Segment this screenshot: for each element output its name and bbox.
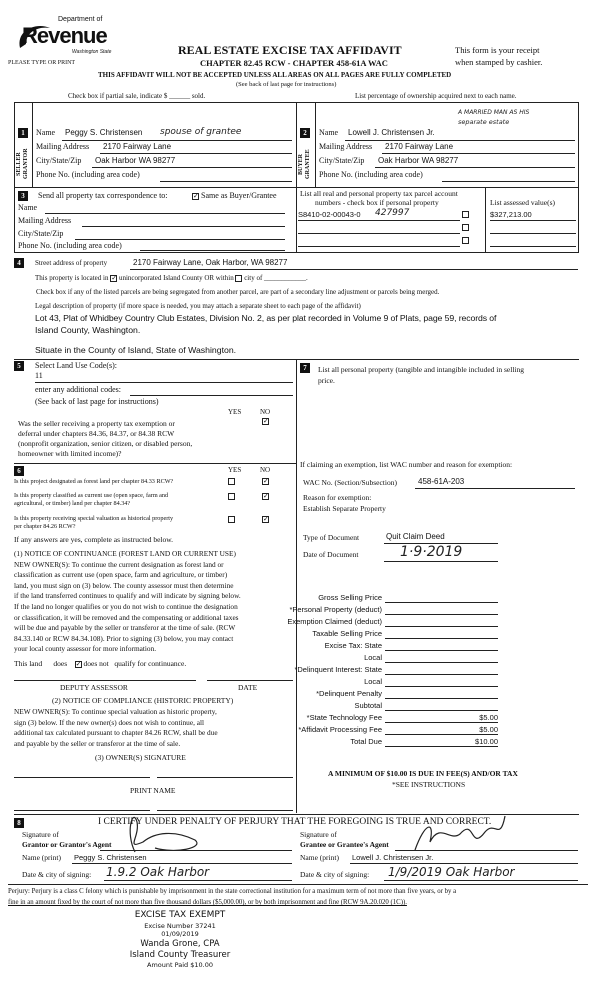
buyer-mail-label: Mailing Address — [319, 142, 373, 151]
does-label: does — [53, 659, 68, 668]
stamp-date: 01/09/2019 — [161, 930, 199, 938]
located-label: This property is located in — [35, 274, 109, 282]
buyer-name[interactable]: Lowell J. Christensen Jr. — [348, 128, 435, 137]
logo-top-text: Department of — [58, 16, 103, 23]
fee-value[interactable] — [385, 616, 498, 627]
please-type: PLEASE TYPE OR PRINT — [8, 60, 76, 66]
section-7-number: 7 — [300, 363, 310, 373]
fee-value[interactable] — [385, 628, 498, 639]
qualify-label: qualify for continuance. — [114, 659, 187, 668]
seller-mail-label: Mailing Address — [36, 142, 90, 151]
section-3-number: 3 — [18, 191, 28, 201]
buyer-phone-label: Phone No. (including area code) — [319, 170, 423, 179]
fee-label: *Personal Property (deduct) — [289, 605, 382, 614]
notice-of-continuance — [14, 549, 241, 655]
fee-label: Subtotal — [354, 701, 382, 710]
land-use-label: Select Land Use Code(s): — [35, 361, 117, 370]
fee-label: Exemption Claimed (deduct) — [287, 617, 382, 626]
street-address[interactable]: 2170 Fairway Lane, Oak Harbor, WA 98277 — [133, 258, 288, 267]
warning-text: THIS AFFIDAVIT WILL NOT BE ACCEPTED UNLESS ALL AREAS ON ALL PAGES ARE FULLY COMPLETED — [98, 71, 452, 79]
doc-date-label: Date of Document — [303, 550, 359, 559]
notice-line: NEW OWNER(S): To continue the current designation as forest land or — [14, 559, 224, 569]
additional-codes-label: enter any additional codes: — [35, 385, 121, 394]
seller-phone-label: Phone No. (including area code) — [36, 170, 140, 179]
section-1-number: 1 — [18, 128, 28, 138]
segregated-note: Check box if any of the listed parcels are being segregated from another parcel, are part of a secondary line adjustment or parcels being merged. — [36, 288, 440, 296]
same-as-buyer-checkbox[interactable]: ✓ — [193, 191, 199, 200]
grantor-signature[interactable] — [115, 812, 215, 854]
grantor-name-label: Name (print) — [22, 853, 61, 862]
legal-label: Legal description of property (if more space is needed, you may attach a separate sheet to each page of the affidavit) — [35, 302, 361, 310]
wac-label: WAC No. (Section/Subsection) — [303, 478, 397, 487]
grantee-date-label: Date & city of signing: — [300, 870, 370, 879]
same-as-buyer-label: Same as Buyer/Grantee — [201, 191, 277, 200]
seller-grantor-label: SELLER GRANTOR — [16, 148, 29, 180]
historic-yes-checkbox[interactable] — [228, 516, 235, 523]
current-use-no-checkbox[interactable]: ✓ — [263, 492, 269, 500]
fee-value[interactable]: $5.00 — [385, 724, 498, 735]
see-back-note: (See back of last page for instructions) — [236, 81, 337, 88]
unincorporated-checkbox[interactable]: ✓ — [111, 273, 118, 282]
notice-line: If the land no longer qualifies or you do not wish to continue the designation — [14, 601, 238, 611]
grantor-date-city[interactable]: 1.9.2 Oak Harbor — [106, 865, 210, 879]
grantor-agent-label: Grantor or Grantor's Agent — [22, 840, 112, 849]
notice-line: will be due and payable by the seller or transferor at the time of sale. (RCW — [14, 623, 236, 633]
see-instructions-note: *SEE INSTRUCTIONS — [392, 780, 466, 789]
owner-signature-label: (3) OWNER(S) SIGNATURE — [95, 753, 186, 762]
notice-line: sign (3) below. If the new owner(s) does not wish to continue, all — [14, 717, 205, 727]
buyer-city[interactable]: Oak Harbor WA 98277 — [378, 156, 459, 165]
legal-description-2: Island County, Washington. — [35, 325, 141, 335]
fee-value[interactable]: $5.00 — [385, 712, 498, 723]
fee-value[interactable] — [385, 664, 498, 675]
q-line: homeowner with limited income)? — [18, 449, 122, 458]
notice-line: (1) NOTICE OF CONTINUANCE (FOREST LAND OR CURRENT USE) — [14, 549, 236, 558]
ownership-note: List percentage of ownership acquired next to each name. — [355, 92, 517, 100]
stamp-office: Island County Treasurer — [129, 950, 231, 960]
notice-of-compliance — [14, 707, 218, 749]
no-header: NO — [260, 408, 271, 416]
personal-property-label: List all personal property (tangible and intangible included in selling — [318, 365, 524, 374]
fee-label: *Delinquent Penalty — [316, 689, 382, 698]
fee-value[interactable] — [385, 640, 498, 651]
grantee-signature[interactable] — [405, 812, 515, 854]
fee-label: Total Due — [350, 737, 382, 746]
q-line: (nonprofit organization, senior citizen, or disabled person, — [18, 439, 193, 448]
section-8-number: 8 — [14, 818, 24, 828]
fee-label: Gross Selling Price — [318, 593, 382, 602]
notice-line: or classification, it will be removed and the compensating or additional taxes — [14, 612, 239, 622]
partial-sale-note: Check box if partial sale, indicate $ ______ sold. — [68, 92, 206, 100]
does-not-checkbox[interactable]: ✓ — [75, 659, 82, 668]
grantor-sig-label: Signature of — [22, 830, 59, 839]
perjury-notice: Perjury: Perjury is a class C felony which is punishable by imprisonment in the state correctional institution for a maximum term of not more than five years, or by a — [8, 888, 457, 895]
q-line: Is this property classified as current use (open space, farm and — [14, 492, 169, 499]
notice-line: and payable by the seller or transferor at the time of sale. — [14, 738, 181, 748]
notice-of-compliance-title: (2) NOTICE OF COMPLIANCE (HISTORIC PROPERTY) — [52, 696, 234, 705]
stamp-title: EXCISE TAX EXEMPT — [134, 910, 226, 920]
receipt-note: This form is your receipt — [455, 45, 540, 55]
notice-line: 84.33.140 or RCW 84.34.108). Prior to signing (3) below, you may contact — [14, 633, 234, 643]
legal-description-1: Lot 43, Plat of Whidbey Country Club Estates, Division No. 2, as per plat recorded in Volume 9 of Plats, page 59, records of — [35, 313, 497, 323]
corr-name-label: Name — [18, 203, 38, 212]
legal-description-3: Situate in the County of Island, State of Washington. — [35, 345, 237, 355]
receipt-note-2: when stamped by cashier. — [455, 57, 543, 67]
fee-label: Local — [364, 677, 382, 686]
no-header-6: NO — [260, 466, 271, 474]
parcel-number[interactable]: S8410-02-00043-0 — [298, 210, 361, 219]
exemption-reason[interactable]: Establish Separate Property — [303, 504, 386, 513]
does-not-label: does not — [83, 659, 109, 668]
if-yes-note: If any answers are yes, complete as instructed below. — [14, 535, 174, 544]
stamp-excise-number: Excise Number 37241 — [144, 922, 216, 930]
current-use-question — [14, 492, 168, 508]
seller-mail[interactable]: 2170 Fairway Lane — [103, 142, 172, 151]
notice-line: NEW OWNER(S): To continue special valuation as historic property, — [14, 707, 217, 716]
forest-no-checkbox[interactable]: ✓ — [263, 477, 269, 485]
section-5-number: 5 — [14, 361, 24, 371]
corr-phone-label: Phone No. (including area code) — [18, 241, 122, 250]
notice-line: your local county assessor for more information. — [14, 644, 157, 654]
fee-value[interactable]: $10.00 — [385, 736, 498, 747]
buyer-name-label: Name — [319, 128, 339, 137]
fee-value[interactable] — [385, 592, 498, 603]
forest-land-question: Is this project designated as forest land per chapter 84.33 RCW? — [14, 478, 174, 485]
notice-line: if the land transferred continues to qualify and will indicate by signing below. — [14, 591, 241, 601]
fee-value[interactable] — [385, 676, 498, 687]
doc-type-label: Type of Document — [303, 533, 360, 542]
fee-label: *State Technology Fee — [306, 713, 382, 722]
assessor-date-label: DATE — [238, 683, 258, 692]
personal-property-checkbox-2[interactable] — [462, 224, 469, 231]
print-name-label: PRINT NAME — [130, 786, 176, 795]
logo-sub-text: Washington State — [72, 49, 112, 55]
notice-line: additional tax calculated pursuant to chapter 84.26 RCW, shall be due — [14, 728, 218, 738]
grantee-date-city[interactable]: 1/9/2019 Oak Harbor — [388, 865, 515, 879]
historic-no-checkbox[interactable]: ✓ — [263, 515, 269, 523]
land-use-instructions: (See back of last page for instructions) — [35, 397, 159, 406]
grantor-date-label: Date & city of signing: — [22, 870, 92, 879]
assessed-header: List assessed value(s) — [490, 198, 555, 207]
street-label: Street address of property — [35, 259, 108, 267]
fee-label: Local — [364, 653, 382, 662]
seller-city[interactable]: Oak Harbor WA 98277 — [95, 156, 176, 165]
historic-question — [14, 515, 173, 531]
seller-name[interactable]: Peggy S. Christensen — [65, 128, 143, 137]
send-correspondence-label: Send all property tax correspondence to: — [38, 191, 168, 200]
city-checkbox[interactable] — [235, 275, 242, 282]
reason-label: Reason for exemption: — [303, 493, 372, 502]
exemption-no-checkbox[interactable]: ✓ — [263, 417, 269, 425]
q-line: Is this property receiving special valuation as historical property — [14, 515, 174, 522]
q-line: agricultural, or timber) land per chapter 84.34? — [14, 500, 131, 507]
notice-line: land, you must sign on (3) below. The county assessor must then determine — [14, 580, 234, 590]
stamp-treasurer-name: Wanda Grone, CPA — [140, 939, 220, 949]
logo-main-text: Revenue — [22, 23, 107, 48]
grantor-print-name[interactable]: Peggy S. Christensen — [74, 853, 147, 862]
current-use-yes-checkbox[interactable] — [228, 493, 235, 500]
doc-date[interactable]: 1·9·2019 — [400, 544, 463, 560]
continuance-line — [14, 659, 186, 669]
stamp-amount-paid: Amount Paid $10.00 — [147, 961, 213, 969]
section-2-number: 2 — [300, 128, 310, 138]
seller-name-note: spouse of grantee — [160, 127, 242, 137]
personal-property-label-2: price. — [318, 376, 335, 385]
seller-city-label: City/State/Zip — [36, 156, 82, 165]
personal-property-checkbox-3[interactable] — [462, 237, 469, 244]
city-of-label: city of ____________. — [244, 274, 308, 282]
fee-label: Taxable Selling Price — [312, 629, 382, 638]
parcel-header: List all real and personal property tax parcel account — [300, 189, 458, 198]
fee-label: Excise Tax: State — [324, 641, 382, 650]
seller-exemption-question — [18, 419, 192, 459]
certify-statement: I CERTIFY UNDER PENALTY OF PERJURY THAT THE FOREGOING IS TRUE AND CORRECT. — [98, 817, 492, 827]
yes-header-6: YES — [228, 466, 242, 474]
section-6-number: 6 — [14, 466, 24, 476]
grantee-name-label: Name (print) — [300, 853, 339, 862]
corr-mail-label: Mailing Address — [18, 216, 72, 225]
buyer-grantee-label: BUYER GRANTEE — [298, 149, 311, 179]
q-line: Was the seller receiving a property tax exemption or — [18, 419, 175, 428]
form-title: REAL ESTATE EXCISE TAX AFFIDAVIT — [178, 43, 402, 57]
location-line — [35, 273, 308, 283]
fee-label: *Delinquent Interest: State — [294, 665, 382, 674]
minimum-due-note: A MINIMUM OF $10.00 IS DUE IN FEE(S) AND/OR TAX — [328, 769, 518, 778]
fee-value[interactable] — [385, 652, 498, 663]
q-line: per chapter 84.26 RCW? — [14, 523, 76, 530]
this-land-label: This land — [14, 659, 43, 668]
fee-value[interactable] — [385, 700, 498, 711]
grantee-print-name[interactable]: Lowell J. Christensen Jr. — [352, 853, 434, 862]
assessed-value[interactable]: $327,213.00 — [490, 210, 532, 219]
q-line: deferral under chapters 84.36, 84.37, or 84.38 RCW — [18, 429, 175, 438]
fee-value[interactable] — [385, 604, 498, 615]
corr-city-label: City/State/Zip — [18, 229, 64, 238]
fee-label: *Affidavit Processing Fee — [298, 725, 382, 734]
deputy-assessor-label: DEPUTY ASSESSOR — [60, 683, 128, 692]
buyer-name-note: A MARRIED MAN AS HIS — [458, 109, 530, 116]
perjury-notice-2: fine in an amount fixed by the court of not more than five thousand dollars ($5,000.00), or by both imprisonment and fine (RCW 9A.20.020 (1C)). — [8, 899, 407, 906]
form-subtitle: CHAPTER 82.45 RCW - CHAPTER 458-61A WAC — [200, 58, 388, 68]
unincorporated-label: unincorporated Island County OR within — [118, 274, 234, 282]
exemption-label: If claiming an exemption, list WAC number and reason for exemption: — [300, 460, 513, 469]
seller-name-label: Name — [36, 128, 56, 137]
section-4-number: 4 — [14, 258, 24, 268]
buyer-mail[interactable]: 2170 Fairway Lane — [385, 142, 454, 151]
buyer-city-label: City/State/Zip — [319, 156, 365, 165]
fee-value[interactable] — [385, 688, 498, 699]
personal-property-checkbox-1[interactable] — [462, 211, 469, 218]
notice-line: classification as current use (open space, farm and agriculture, or timber) — [14, 570, 228, 580]
grantee-agent-label: Grantee or Grantee's Agent — [300, 840, 389, 849]
forest-yes-checkbox[interactable] — [228, 478, 235, 485]
wac-number[interactable]: 458-61A-203 — [418, 477, 465, 486]
land-use-code[interactable]: 11 — [35, 371, 43, 380]
grantee-sig-label: Signature of — [300, 830, 337, 839]
doc-type[interactable]: Quit Claim Deed — [386, 532, 445, 541]
parcel-note: 427997 — [375, 208, 410, 218]
yes-header: YES — [228, 408, 242, 416]
parcel-header-2: numbers - check box if personal property — [315, 198, 439, 207]
buyer-name-note-2: separate estate — [458, 118, 510, 126]
same-as-buyer-option[interactable] — [192, 191, 277, 201]
